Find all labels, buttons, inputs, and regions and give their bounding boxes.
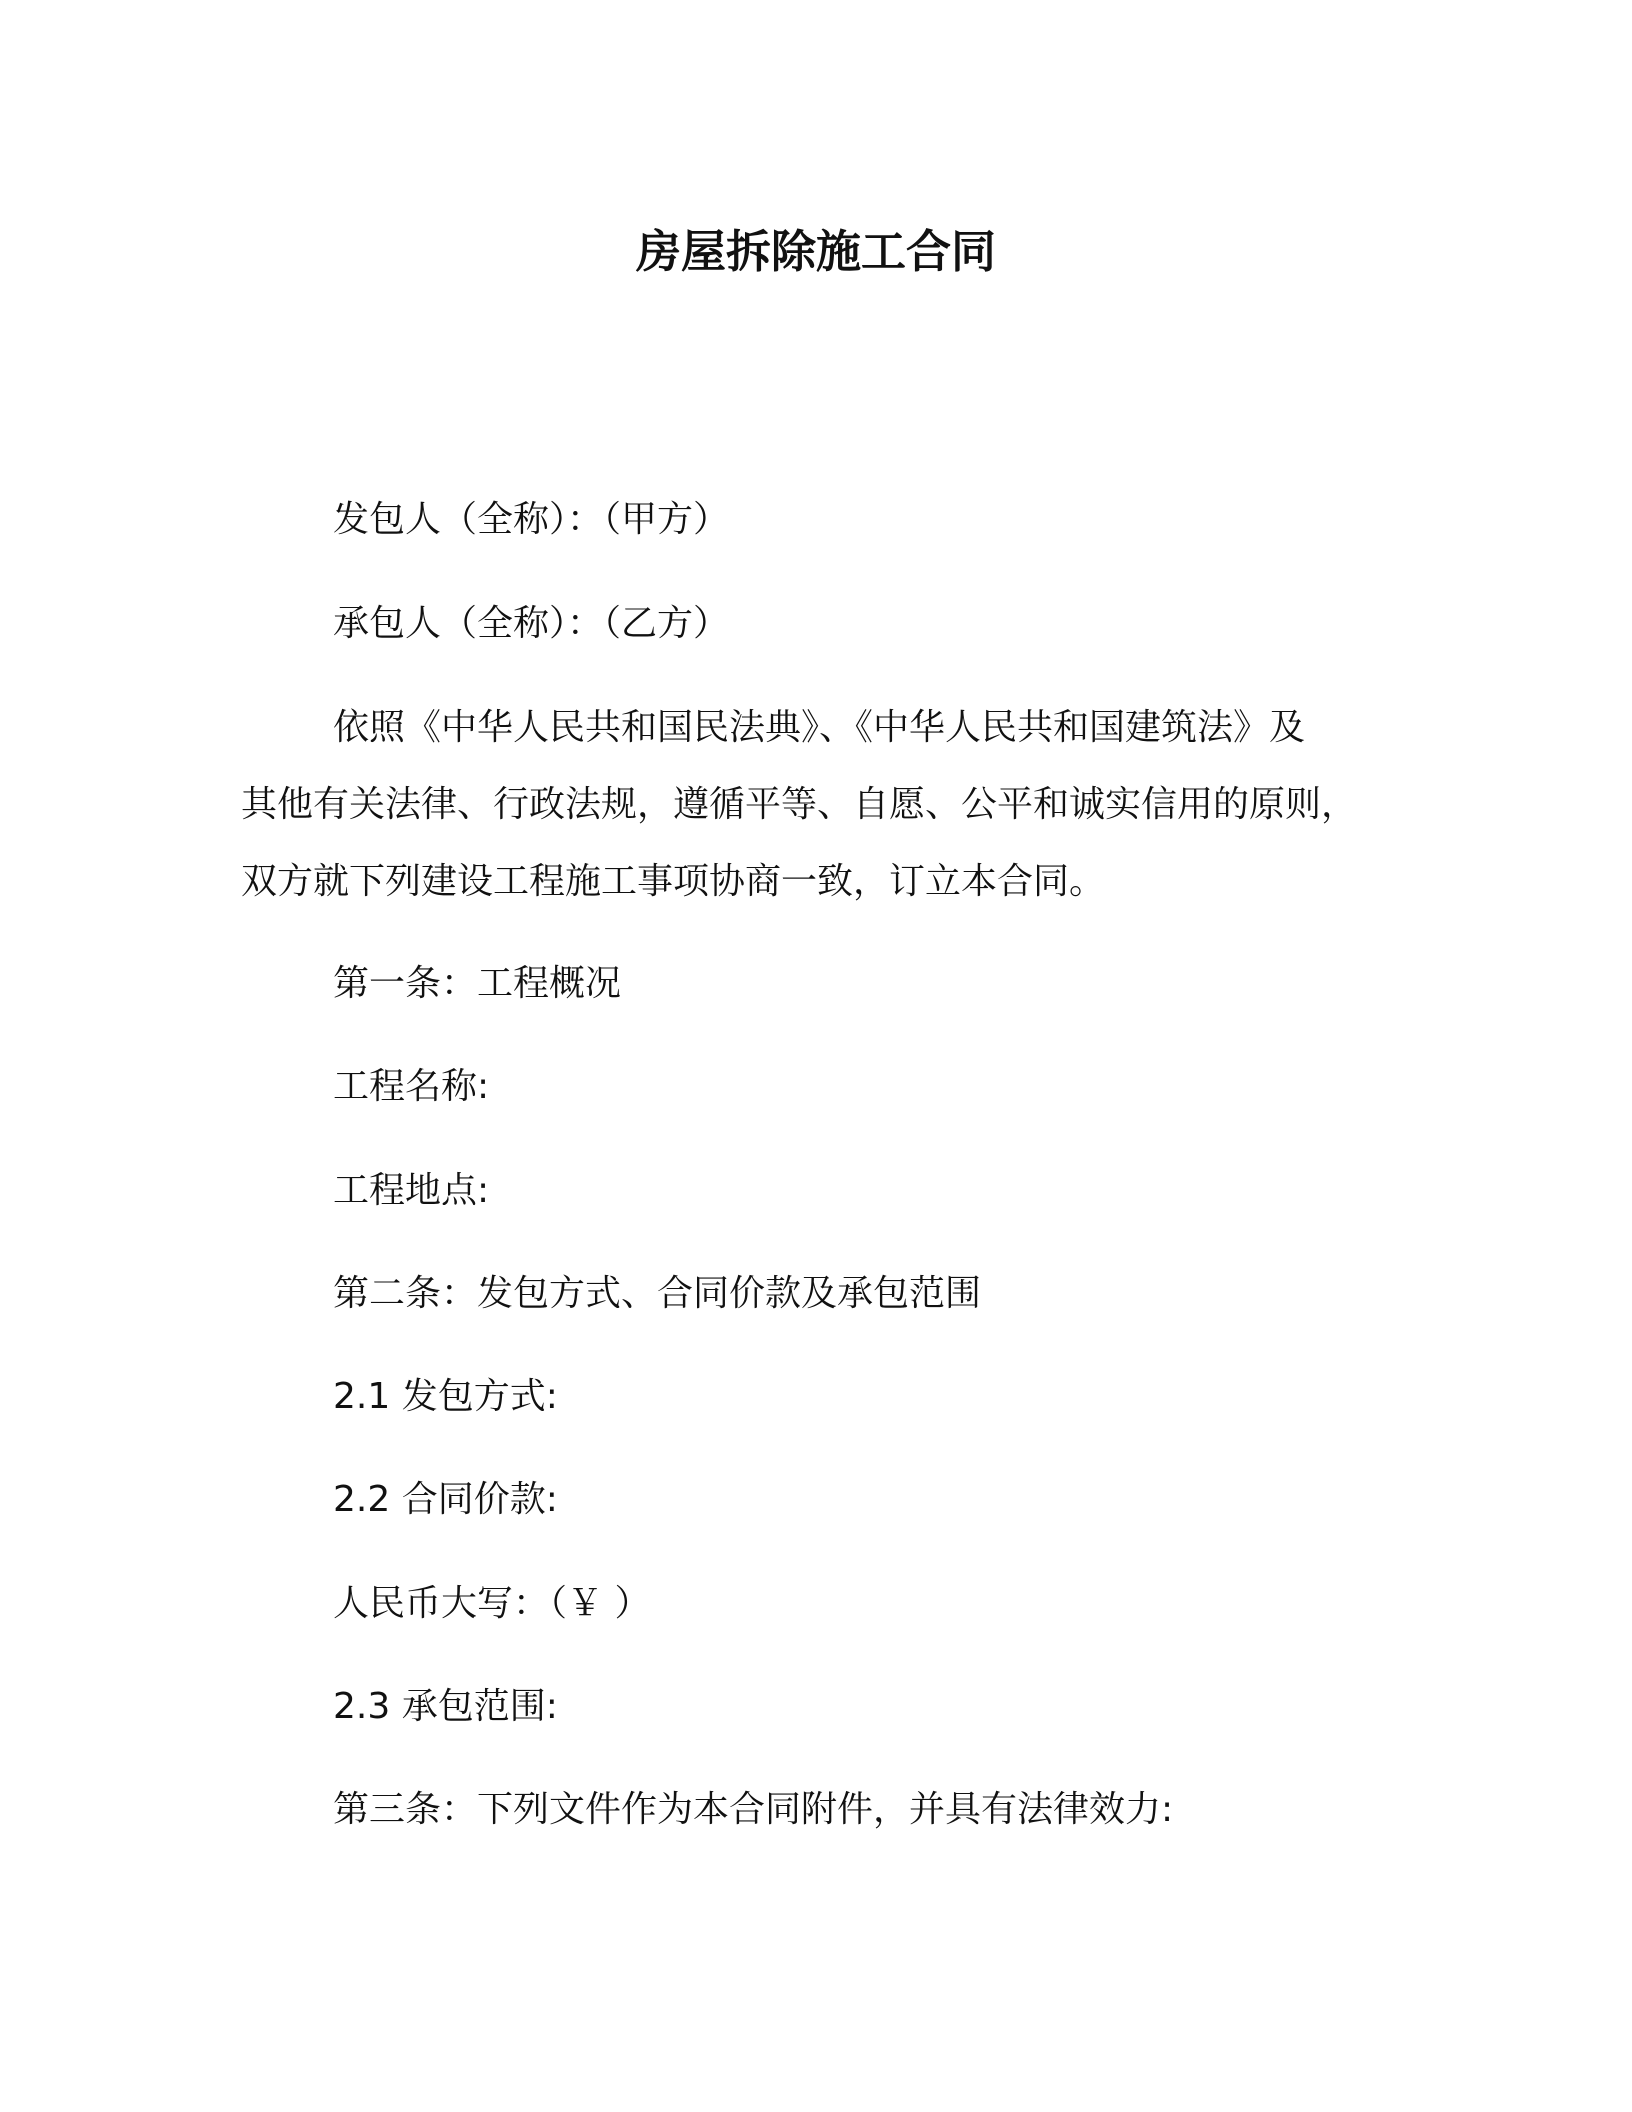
article-1-heading: 第一条：工程概况 bbox=[333, 963, 622, 1004]
preamble-line-3: 双方就下列建设工程施工事项协商一致，订立本合同。 bbox=[241, 861, 1106, 902]
clause-2-2: 2.2 合同价款: bbox=[333, 1479, 558, 1520]
preamble-line-1: 依照《中华人民共和国民法典》、《中华人民共和国建筑法》及 bbox=[333, 707, 1306, 748]
project-name-label: 工程名称: bbox=[333, 1066, 490, 1107]
party-b-line: 承包人（全称）：（乙方） bbox=[333, 603, 730, 644]
clause-2-3: 2.3 承包范围: bbox=[333, 1686, 558, 1727]
clause-2-1: 2.1 发包方式: bbox=[333, 1376, 558, 1417]
article-3-heading: 第三条：下列文件作为本合同附件，并具有法律效力: bbox=[333, 1789, 1174, 1830]
preamble-line-2: 其他有关法律、行政法规，遵循平等、自愿、公平和诚实信用的原则， bbox=[241, 784, 1358, 825]
project-location-label: 工程地点: bbox=[333, 1170, 490, 1211]
rmb-uppercase-line: 人民币大写：（￥ ） bbox=[333, 1583, 651, 1624]
party-a-line: 发包人（全称）：（甲方） bbox=[333, 499, 730, 540]
document-title: 房屋拆除施工合同 bbox=[635, 225, 996, 278]
article-2-heading: 第二条：发包方式、合同价款及承包范围 bbox=[333, 1273, 982, 1314]
